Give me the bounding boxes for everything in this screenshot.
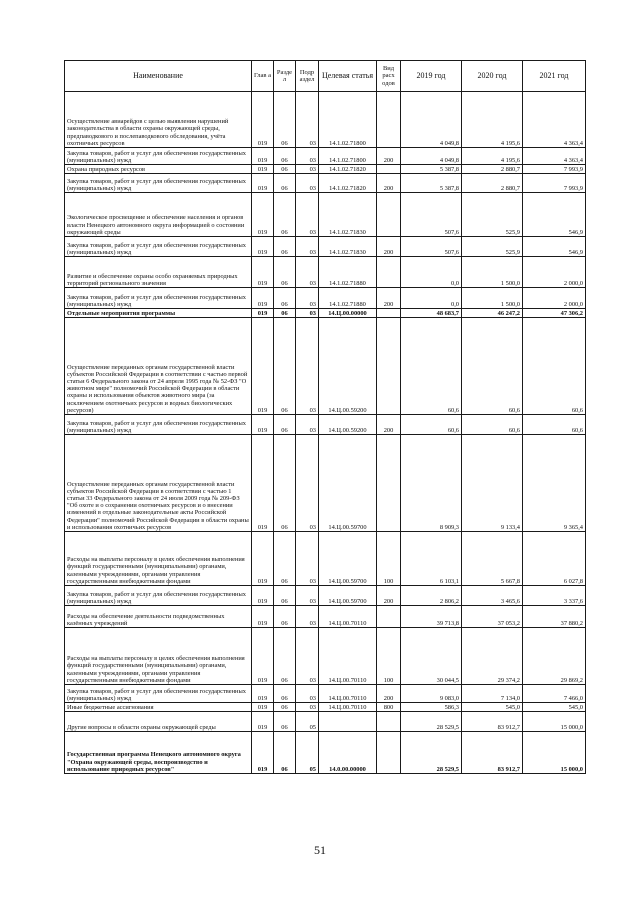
cell-chapter: 019: [252, 92, 274, 148]
cell-expense-type: [377, 92, 401, 148]
cell-name: Расходы на выплаты персоналу в целях обеспечения выполнения функций государственными (муниципальными) органами, казенными учреждениями, органами управления государственными внебюджетными фондами: [65, 532, 252, 586]
cell-section: 06: [274, 309, 296, 318]
cell-subsection: 03: [296, 628, 319, 685]
cell-year-2020: 4 195,6: [462, 148, 523, 165]
cell-subsection: 03: [296, 174, 319, 193]
cell-name: Другие вопросы в области охраны окружающей среды: [65, 712, 252, 732]
header-year-2021: 2021 год: [523, 61, 586, 92]
cell-year-2019: 28 529,5: [401, 712, 462, 732]
cell-chapter: 019: [252, 532, 274, 586]
cell-subsection: 03: [296, 606, 319, 628]
cell-year-2021: 2 000,0: [523, 257, 586, 288]
cell-chapter: 019: [252, 318, 274, 415]
cell-section: 06: [274, 174, 296, 193]
cell-year-2021: 37 880,2: [523, 606, 586, 628]
cell-expense-type: 200: [377, 586, 401, 606]
cell-year-2021: 7 993,9: [523, 165, 586, 174]
cell-subsection: 03: [296, 532, 319, 586]
cell-year-2020: 545,0: [462, 703, 523, 712]
table-row: [65, 318, 586, 415]
cell-year-2020: 29 374,2: [462, 628, 523, 685]
cell-target-article: 14.0.00.00000: [319, 732, 377, 774]
cell-expense-type: [377, 435, 401, 532]
cell-expense-type: [377, 732, 401, 774]
table-row: [65, 732, 586, 774]
cell-expense-type: 800: [377, 703, 401, 712]
cell-section: 06: [274, 318, 296, 415]
cell-target-article: 14.Ц.00.59700: [319, 435, 377, 532]
cell-year-2019: 507,6: [401, 237, 462, 257]
cell-year-2021: 29 869,2: [523, 628, 586, 685]
cell-section: 06: [274, 92, 296, 148]
cell-year-2020: 9 133,4: [462, 435, 523, 532]
cell-target-article: 14.Ц.00.59200: [319, 318, 377, 415]
cell-year-2020: 83 912,7: [462, 712, 523, 732]
cell-year-2020: 525,9: [462, 193, 523, 237]
cell-subsection: 03: [296, 415, 319, 435]
cell-target-article: 14.Ц.00.70110: [319, 685, 377, 703]
cell-name: Расходы на обеспечение деятельности подведомственных казённых учреждений: [65, 606, 252, 628]
cell-year-2019: 5 387,8: [401, 165, 462, 174]
cell-target-article: 14.Ц.00.70110: [319, 628, 377, 685]
cell-chapter: 019: [252, 435, 274, 532]
cell-year-2019: 4 049,8: [401, 148, 462, 165]
cell-section: 06: [274, 193, 296, 237]
table-row: [65, 165, 586, 174]
cell-chapter: 019: [252, 606, 274, 628]
table-row: [65, 685, 586, 703]
cell-section: 06: [274, 237, 296, 257]
cell-year-2019: 9 083,0: [401, 685, 462, 703]
table-row: [65, 257, 586, 288]
header-subsection: Подр аздел: [296, 61, 319, 92]
cell-year-2020: 2 880,7: [462, 165, 523, 174]
cell-subsection: 03: [296, 435, 319, 532]
cell-subsection: 05: [296, 732, 319, 774]
header-year-2020: 2020 год: [462, 61, 523, 92]
table-row: [65, 703, 586, 712]
cell-year-2019: 0,0: [401, 257, 462, 288]
cell-section: 06: [274, 415, 296, 435]
cell-year-2021: 3 337,6: [523, 586, 586, 606]
cell-year-2020: 46 247,2: [462, 309, 523, 318]
table-row: [65, 174, 586, 193]
cell-chapter: 019: [252, 193, 274, 237]
cell-year-2020: 7 134,0: [462, 685, 523, 703]
cell-year-2019: 2 806,2: [401, 586, 462, 606]
cell-year-2020: 4 195,6: [462, 92, 523, 148]
cell-chapter: 019: [252, 237, 274, 257]
cell-section: 06: [274, 148, 296, 165]
cell-name: Закупка товаров, работ и услуг для обеспечения государственных (муниципальных) нужд: [65, 148, 252, 165]
cell-year-2020: 525,9: [462, 237, 523, 257]
table-row: [65, 415, 586, 435]
cell-expense-type: [377, 309, 401, 318]
cell-year-2021: 2 000,0: [523, 288, 586, 309]
header-expense-type: Вид расх одов: [377, 61, 401, 92]
cell-expense-type: 200: [377, 148, 401, 165]
cell-year-2020: 3 465,6: [462, 586, 523, 606]
cell-year-2019: 60,6: [401, 415, 462, 435]
cell-year-2020: 60,6: [462, 415, 523, 435]
page-number: 51: [314, 843, 326, 857]
cell-section: 06: [274, 257, 296, 288]
header-target-article: Целевая статья: [319, 61, 377, 92]
cell-section: 06: [274, 703, 296, 712]
cell-year-2019: 6 103,1: [401, 532, 462, 586]
cell-subsection: 03: [296, 318, 319, 415]
budget-table: [64, 60, 586, 774]
cell-expense-type: [377, 318, 401, 415]
cell-year-2019: 507,6: [401, 193, 462, 237]
cell-expense-type: 200: [377, 288, 401, 309]
cell-year-2021: 546,9: [523, 237, 586, 257]
table-body: [65, 92, 586, 774]
cell-year-2021: 15 000,0: [523, 732, 586, 774]
table-row: [65, 148, 586, 165]
table-row: [65, 435, 586, 532]
cell-section: 06: [274, 435, 296, 532]
cell-name: Закупка товаров, работ и услуг для обеспечения государственных (муниципальных) нужд: [65, 237, 252, 257]
cell-expense-type: 100: [377, 532, 401, 586]
cell-expense-type: 200: [377, 174, 401, 193]
cell-subsection: 03: [296, 237, 319, 257]
cell-year-2020: 1 500,0: [462, 257, 523, 288]
cell-chapter: 019: [252, 732, 274, 774]
cell-year-2021: 4 363,4: [523, 92, 586, 148]
cell-year-2019: 4 049,8: [401, 92, 462, 148]
cell-subsection: 03: [296, 288, 319, 309]
cell-year-2021: 545,0: [523, 703, 586, 712]
cell-subsection: 03: [296, 92, 319, 148]
header-chapter: Глав а: [252, 61, 274, 92]
table-row: [65, 92, 586, 148]
cell-target-article: 14.1.02.71820: [319, 165, 377, 174]
cell-name: Осуществление авиарейдов с целью выявления нарушений законодательства в области охраны окружающей среды, предпаводкового и послепаводкового обследования, учёта охотничьих ресурсов: [65, 92, 252, 148]
cell-year-2019: 0,0: [401, 288, 462, 309]
header-year-2019: 2019 год: [401, 61, 462, 92]
cell-year-2019: 8 909,3: [401, 435, 462, 532]
cell-section: 06: [274, 732, 296, 774]
cell-target-article: 14.Ц.00.59700: [319, 586, 377, 606]
cell-year-2021: 9 365,4: [523, 435, 586, 532]
cell-name: Иные бюджетные ассигнования: [65, 703, 252, 712]
cell-name: Государственная программа Ненецкого автономного округа "Охрана окружающей среды, воспроизводство и использование природных ресурсов": [65, 732, 252, 774]
cell-subsection: 03: [296, 193, 319, 237]
cell-chapter: 019: [252, 288, 274, 309]
cell-expense-type: [377, 165, 401, 174]
cell-year-2020: 5 667,8: [462, 532, 523, 586]
cell-name: Охрана природных ресурсов: [65, 165, 252, 174]
cell-year-2021: 60,6: [523, 318, 586, 415]
cell-chapter: 019: [252, 415, 274, 435]
cell-expense-type: 200: [377, 237, 401, 257]
cell-year-2021: 4 363,4: [523, 148, 586, 165]
cell-target-article: [319, 712, 377, 732]
header-section: Разде л: [274, 61, 296, 92]
cell-year-2020: 83 912,7: [462, 732, 523, 774]
cell-year-2021: 6 027,8: [523, 532, 586, 586]
cell-year-2019: 30 044,5: [401, 628, 462, 685]
cell-subsection: 03: [296, 703, 319, 712]
cell-year-2021: 7 993,9: [523, 174, 586, 193]
cell-chapter: 019: [252, 586, 274, 606]
cell-chapter: 019: [252, 257, 274, 288]
cell-year-2021: 546,9: [523, 193, 586, 237]
table-row: [65, 309, 586, 318]
cell-expense-type: [377, 257, 401, 288]
cell-name: Закупка товаров, работ и услуг для обеспечения государственных (муниципальных) нужд: [65, 174, 252, 193]
cell-expense-type: 200: [377, 415, 401, 435]
cell-expense-type: [377, 712, 401, 732]
cell-chapter: 019: [252, 628, 274, 685]
cell-chapter: 019: [252, 703, 274, 712]
cell-expense-type: [377, 193, 401, 237]
cell-section: 06: [274, 586, 296, 606]
cell-name: Развитие и обеспечение охраны особо охраняемых природных территорий регионального значения: [65, 257, 252, 288]
cell-expense-type: [377, 606, 401, 628]
cell-name: Закупка товаров, работ и услуг для обеспечения государственных (муниципальных) нужд: [65, 586, 252, 606]
cell-name: Закупка товаров, работ и услуг для обеспечения государственных (муниципальных) нужд: [65, 685, 252, 703]
cell-name: Закупка товаров, работ и услуг для обеспечения государственных (муниципальных) нужд: [65, 288, 252, 309]
cell-chapter: 019: [252, 148, 274, 165]
cell-year-2021: 15 000,0: [523, 712, 586, 732]
cell-year-2020: 2 880,7: [462, 174, 523, 193]
cell-expense-type: 100: [377, 628, 401, 685]
cell-subsection: 03: [296, 685, 319, 703]
cell-year-2020: 60,6: [462, 318, 523, 415]
table-row: [65, 288, 586, 309]
cell-year-2020: 1 500,0: [462, 288, 523, 309]
cell-section: 06: [274, 712, 296, 732]
cell-section: 06: [274, 606, 296, 628]
cell-year-2021: 47 306,2: [523, 309, 586, 318]
cell-name: Отдельные мероприятия программы: [65, 309, 252, 318]
cell-year-2021: 60,6: [523, 415, 586, 435]
cell-section: 06: [274, 628, 296, 685]
cell-chapter: 019: [252, 685, 274, 703]
cell-chapter: 019: [252, 174, 274, 193]
cell-chapter: 019: [252, 712, 274, 732]
cell-target-article: 14.Ц.00.59700: [319, 532, 377, 586]
cell-target-article: 14.1.02.71880: [319, 288, 377, 309]
cell-target-article: 14.1.02.71830: [319, 193, 377, 237]
cell-target-article: 14.1.02.71830: [319, 237, 377, 257]
cell-year-2021: 7 466,0: [523, 685, 586, 703]
cell-year-2019: 586,3: [401, 703, 462, 712]
cell-year-2019: 5 387,8: [401, 174, 462, 193]
table-row: [65, 532, 586, 586]
table-row: [65, 193, 586, 237]
cell-year-2020: 37 053,2: [462, 606, 523, 628]
cell-section: 06: [274, 288, 296, 309]
cell-subsection: 03: [296, 309, 319, 318]
table-row: [65, 586, 586, 606]
cell-target-article: 14.Ц.00.70110: [319, 606, 377, 628]
cell-year-2019: 48 683,7: [401, 309, 462, 318]
table-row: [65, 712, 586, 732]
cell-target-article: 14.1.02.71880: [319, 257, 377, 288]
cell-chapter: 019: [252, 165, 274, 174]
cell-section: 06: [274, 165, 296, 174]
cell-subsection: 03: [296, 257, 319, 288]
table-row: [65, 628, 586, 685]
cell-section: 06: [274, 532, 296, 586]
cell-name: Расходы на выплаты персоналу в целях обеспечения выполнения функций государственными (муниципальными) органами, казенными учреждениями, органами управления государственными внебюджетными фондами: [65, 628, 252, 685]
cell-target-article: 14.1.02.71800: [319, 148, 377, 165]
cell-subsection: 03: [296, 165, 319, 174]
cell-expense-type: 200: [377, 685, 401, 703]
cell-subsection: 03: [296, 586, 319, 606]
header-name: Наименование: [65, 61, 252, 92]
cell-year-2019: 60,6: [401, 318, 462, 415]
cell-year-2019: 28 529,5: [401, 732, 462, 774]
cell-year-2019: 39 713,8: [401, 606, 462, 628]
table-header-row: [65, 61, 586, 92]
cell-target-article: 14.1.02.71800: [319, 92, 377, 148]
cell-target-article: 14.Ц.00.00000: [319, 309, 377, 318]
cell-name: Осуществление переданных органам государственной власти субъектов Российской Федерации в соответствии с частью первой статьи 6 Федерального закона от 24 апреля 1995 года № 52-ФЗ "О животном мире" полномочий Российской Федерации в области охраны и использования объектов животного мира (за исключением охотничьих ресурсов и водных биологических ресурсов): [65, 318, 252, 415]
cell-section: 06: [274, 685, 296, 703]
table-row: [65, 237, 586, 257]
cell-target-article: 14.Ц.00.70110: [319, 703, 377, 712]
cell-chapter: 019: [252, 309, 274, 318]
cell-name: Осуществление переданных органам государственной власти субъектов Российской Федерации в соответствии с частью 1 статьи 33 Федерального закона от 24 июля 2009 года № 209-ФЗ "Об охоте и о сохранении охотничьих ресурсов и о внесении изменений в отдельные законодательные акты Российской Федерации" полномочий Российской Федерации в области охраны и использования охотничьих ресурсов: [65, 435, 252, 532]
table-row: [65, 606, 586, 628]
cell-target-article: 14.1.02.71820: [319, 174, 377, 193]
cell-target-article: 14.Ц.00.59200: [319, 415, 377, 435]
cell-name: Закупка товаров, работ и услуг для обеспечения государственных (муниципальных) нужд: [65, 415, 252, 435]
cell-name: Экологическое просвещение и обеспечение населения и органов власти Ненецкого автономного округа информацией о состоянии окружающей среды: [65, 193, 252, 237]
cell-subsection: 03: [296, 148, 319, 165]
cell-subsection: 05: [296, 712, 319, 732]
